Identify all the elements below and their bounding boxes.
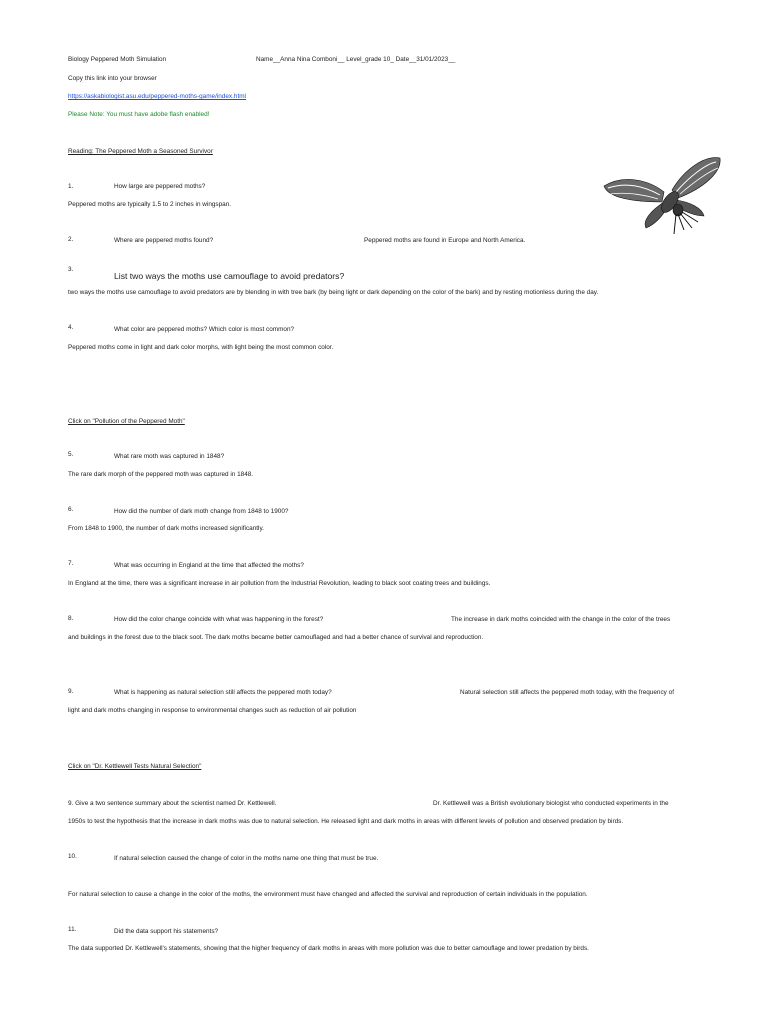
question-text: How did the color change coincide with what was happening in the forest? xyxy=(114,616,324,623)
answer-text: For natural selection to cause a change in the color of the moths, the environment must have changed and affected the survival and reproduction of certain individuals in the population. xyxy=(68,891,588,898)
question-text: Did the data support his statements? xyxy=(114,928,219,935)
question-number: 10. xyxy=(68,853,77,860)
question-text: What is happening as natural selection still affects the peppered moth today? xyxy=(114,689,332,696)
question-text: Where are peppered moths found? xyxy=(114,237,214,244)
question-number: 4. xyxy=(68,324,74,331)
peppered-moth-illustration xyxy=(594,150,726,246)
question-number: 2. xyxy=(68,236,74,243)
answer-text: 1950s to test the hypothesis that the increase in dark moths was due to natural selection. He released light and dark moths in areas with different levels of pollution and observed predation by birds. xyxy=(68,818,624,825)
simulation-link[interactable]: https://askabiologist.asu.edu/peppered-moths-game/index.html xyxy=(68,93,246,100)
question-number: 8. xyxy=(68,615,74,622)
question-number: 6. xyxy=(68,506,74,513)
question-text: How large are peppered moths? xyxy=(114,183,206,190)
question-number: 1. xyxy=(68,183,74,190)
section-heading-reading: Reading: The Peppered Moth a Seasoned Survivor xyxy=(68,148,213,155)
question-number: 7. xyxy=(68,560,74,567)
answer-text: From 1848 to 1900, the number of dark moths increased significantly. xyxy=(68,525,264,532)
question-number: 5. xyxy=(68,451,74,458)
answer-text: Peppered moths are found in Europe and North America. xyxy=(364,237,526,244)
question-text: List two ways the moths use camouflage to avoid predators? xyxy=(114,271,345,281)
question-text: How did the number of dark moth change from 1848 to 1900? xyxy=(114,508,289,515)
question-text: What was occurring in England at the time that affected the moths? xyxy=(114,562,304,569)
student-info-line: Name__Anna Nina Comboni__ Level_grade 10_ Date__31/01/2023__ xyxy=(256,56,456,63)
answer-text: The rare dark morph of the peppered moth was captured in 1848. xyxy=(68,471,254,478)
answer-text: Peppered moths come in light and dark color morphs, with light being the most common color. xyxy=(68,344,334,351)
answer-text: The data supported Dr. Kettlewell's statements, showing that the higher frequency of dark moths in areas with more pollution was due to better camouflage and lower predation by birds. xyxy=(68,945,589,952)
answer-text: Peppered moths are typically 1.5 to 2 inches in wingspan. xyxy=(68,201,232,208)
section-heading-kettlewell: Click on "Dr. Kettlewell Tests Natural Selection" xyxy=(68,763,202,770)
question-text: 9. Give a two sentence summary about the scientist named Dr. Kettlewell. xyxy=(68,800,277,807)
answer-text: light and dark moths changing in response to environmental changes such as reduction of air pollution xyxy=(68,707,357,714)
answer-text: two ways the moths use camouflage to avoid predators are by blending in with tree bark (by being light or dark depending on the color of the bark) and by resting motionless during the day. xyxy=(68,289,599,296)
answer-text-inline: Dr. Kettlewell was a British evolutionary biologist who conducted experiments in the xyxy=(433,800,669,807)
section-heading-pollution: Click on "Pollution of the Peppered Moth" xyxy=(68,418,185,425)
flash-note: Please Note: You must have adobe flash enabled! xyxy=(68,111,210,118)
question-text: If natural selection caused the change of color in the moths name one thing that must be true. xyxy=(114,855,379,862)
answer-text: and buildings in the forest due to the black soot. The dark moths became better camouflaged and had a better chance of survival and reproduction. xyxy=(68,634,484,641)
copy-instruction: Copy this link into your browser xyxy=(68,75,157,82)
worksheet-title: Biology Peppered Moth Simulation xyxy=(68,56,167,63)
question-number: 9. xyxy=(68,688,74,695)
question-number: 3. xyxy=(68,266,74,273)
answer-text: In England at the time, there was a significant increase in air pollution from the Industrial Revolution, leading to black soot coating trees and buildings. xyxy=(68,580,491,587)
question-text: What rare moth was captured in 1848? xyxy=(114,453,225,460)
answer-text-inline: Natural selection still affects the peppered moth today, with the frequency of xyxy=(460,689,674,696)
question-number: 11. xyxy=(68,926,77,933)
answer-text-inline: The increase in dark moths coincided with the change in the color of the trees xyxy=(451,616,671,623)
question-text: What color are peppered moths? Which color is most common? xyxy=(114,326,295,333)
